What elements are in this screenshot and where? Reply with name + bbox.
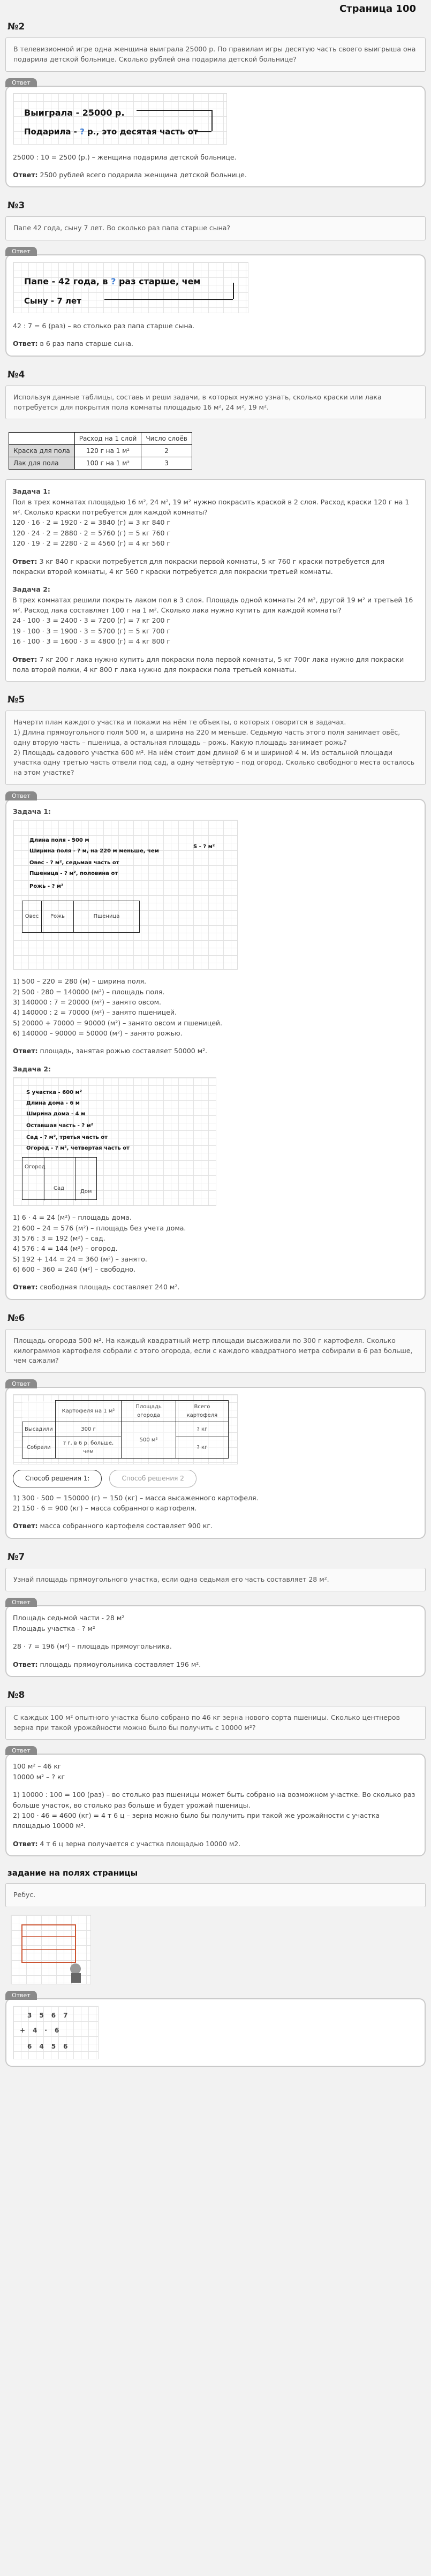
- task-8-calc: 2) 100 · 46 = 4600 (кг) = 4 т 6 ц – зерна можно было бы получить при такой же урожайности с участка площадью 10000 м².: [13, 1811, 380, 1830]
- rebus-digit: 6: [54, 2026, 59, 2034]
- rebus-drawing: [11, 1915, 92, 1985]
- table-header: [9, 433, 75, 445]
- task-8: [5, 1690, 426, 1856]
- task-4-z2-line: 24 · 100 · 3 = 2400 · 3 = 7200 (г) = 7 кг 200 г: [12, 616, 171, 625]
- margin-task-condition: Ребус.: [5, 1883, 426, 1907]
- answer-label: Ответ:: [13, 170, 38, 179]
- task-7-line: Площадь участка - ? м²: [13, 1624, 95, 1633]
- task-7-answer: [13, 1659, 418, 1670]
- task-7-answer-panel: [5, 1599, 426, 1677]
- task-4-z2-condition: В трех комнатах решили покрыть лаком пол в 3 слоя. Площадь одной комнаты 24 м², другой 19 м² и третьей 16 м². Расход лака составляет 100 г на 1 м². Сколько лака нужно купить для каждой комнаты?: [12, 595, 413, 614]
- rebus-digit: +: [20, 2026, 26, 2034]
- task-2-answer-panel: [5, 79, 426, 188]
- task-3-hand-l1b: раз старше, чем: [116, 276, 201, 286]
- sketch-2-line: Сад - ? м², третья часть от: [26, 1135, 108, 1141]
- task-2-hand-line-2: [24, 126, 216, 138]
- task-3: [5, 200, 426, 357]
- task-5-z1-line: 6) 140000 – 90000 = 50000 (м²) – занято рожью.: [13, 1029, 183, 1037]
- plan-cell-oats: Овес: [22, 901, 42, 932]
- task-5-z2-line: 4) 576 : 4 = 144 (м²) – огород.: [13, 1244, 118, 1253]
- task-4-condition: Используя данные таблицы, составь и реши задачи, в которых нужно узнать, сколько краски или лака потребуется для покрытия пола комнаты площадью 16 м², 24 м², 19 м².: [5, 386, 426, 420]
- table-cell: Краска для пола: [9, 445, 75, 457]
- answer-tab[interactable]: Ответ: [5, 78, 37, 87]
- task-7-line: Площадь седьмой части - 28 м²: [13, 1614, 125, 1622]
- task-2-hand-l2b: р., это десятая часть от: [84, 127, 198, 137]
- task-3-answer-body: [5, 254, 426, 357]
- sketch-1-line: Овес - ? м², седьмая часть от: [29, 860, 119, 866]
- answer-text: площадь прямоугольника составляет 196 м².: [37, 1660, 201, 1668]
- task-6-table: [22, 1400, 229, 1459]
- rebus-image: [11, 1915, 91, 1984]
- sketch-2-line: Длина дома - 6 м: [26, 1100, 80, 1107]
- task-4-z1-condition: Пол в трех комнатах площадью 16 м², 24 м², 19 м² нужно покрасить краской в 2 слоя. Расход краски 120 г на 1 м². Сколько краски потребуется для каждой комнаты?: [12, 497, 410, 516]
- answer-text: 4 т 6 ц зерна получается с участка площадью 10000 м2.: [37, 1839, 241, 1848]
- sketch-1-side-label: S - ? м²: [193, 844, 215, 850]
- garden-plan: [22, 1157, 97, 1200]
- table-cell: 3: [141, 457, 192, 470]
- task-2-calc: 25000 : 10 = 2500 (р.) – женщина подарила детской больнице.: [13, 153, 237, 161]
- task-4-z1-line: 120 · 16 · 2 = 1920 · 2 = 3840 (г) = 3 кг 840 г: [12, 518, 171, 527]
- rebus-digit: 5: [39, 2011, 44, 2019]
- answer-label: Ответ:: [13, 1660, 38, 1668]
- task-3-answer: [13, 338, 418, 349]
- task-2-answer: [13, 170, 418, 180]
- method-1-button[interactable]: Способ решения 1:: [13, 1470, 102, 1487]
- task-5-answer-body: [5, 799, 426, 1300]
- arrow-line: [137, 110, 211, 111]
- task-3-calc: 42 : 7 = 6 (раз) – во столько раз папа старше сына.: [13, 322, 195, 330]
- rebus-digit: 7: [63, 2011, 68, 2019]
- table-header-row: [22, 1401, 229, 1422]
- task-5-z1-line: 2) 500 · 280 = 140000 (м²) – площадь поля.: [13, 987, 165, 996]
- rebus-digit: 5: [51, 2042, 56, 2050]
- question-mark: ?: [111, 276, 116, 286]
- field-plan: [22, 901, 140, 933]
- table-cell: 100 г на 1 м²: [74, 457, 141, 470]
- task-7-condition: Узнай площадь прямоугольного участка, если одна седьмая его часть составляет 28 м².: [5, 1568, 426, 1592]
- task-3-hand-line-2: Сыну - 7 лет: [24, 296, 81, 306]
- task-4-title: №4: [7, 369, 25, 380]
- answer-text: площадь, занятая рожью составляет 50000 м².: [37, 1047, 208, 1055]
- plan-cell-orchard: Сад: [54, 1185, 65, 1192]
- table-cell: ? кг: [176, 1422, 228, 1437]
- task-5-z1-answer: [13, 1046, 418, 1056]
- task-8-answer-body: [5, 1754, 426, 1856]
- answer-text: 2500 рублей всего подарила женщина детской больнице.: [37, 170, 247, 179]
- task-4-z1-line: 120 · 19 · 2 = 2280 · 2 = 4560 (г) = 4 кг 560 г: [12, 539, 171, 548]
- answer-text: свободная площадь составляет 240 м².: [37, 1283, 180, 1291]
- rebus-digit: 6: [27, 2042, 32, 2050]
- table-header: Расход на 1 слой: [74, 433, 141, 445]
- answer-text: масса собранного картофеля составляет 900 кг.: [37, 1522, 213, 1530]
- task-4: [5, 369, 426, 682]
- task-5-condition: Начерти план каждого участка и покажи на нём те объекты, о которых говорится в задачах. 1) Длина прямоугольного поля 500 м, а ширина на 220 м меньше. Седьмую часть этого поля занимает овёс, одну вторую часть – пшеница, а остальная площадь – рожь. Какую площадь занимает рожь? 2) Площадь садового участка 600 м². На нём стоит дом длиной 6 м и шириной 4 м. Из остальной площади участка одну третью часть отвели под сад, а одну четвёртую – под огород. Сколько свободного места осталось на этом участке?: [5, 711, 426, 785]
- solution-method-tabs: [13, 1470, 418, 1487]
- method-2-button[interactable]: Способ решения 2: [109, 1470, 196, 1487]
- task-3-sketch: [13, 262, 248, 313]
- task-5-z2-answer: [13, 1282, 418, 1292]
- rebus-digit: 6: [63, 2042, 68, 2050]
- task-2-condition: В телевизионной игре одна женщина выиграла 25000 р. По правилам игры десятую часть своего выигрыша она подарила детской больнице. Сколько рублей она подарила детской больнице?: [5, 37, 426, 72]
- rebus-digit: 4: [33, 2026, 37, 2034]
- arrow-line-bottom: [195, 131, 211, 132]
- arrow-line-vertical: [233, 283, 234, 299]
- sketch-1-line: Пшеница - ? м², половина от: [29, 871, 118, 877]
- task-2-hand-line-1: Выиграла - 25000 р.: [24, 107, 125, 118]
- task-4-z2-line: 16 · 100 · 3 = 1600 · 3 = 4800 (г) = 4 кг 800 г: [12, 637, 171, 646]
- answer-tab[interactable]: Ответ: [5, 1991, 37, 2000]
- task-5-answer-panel: [5, 792, 426, 1300]
- task-8-condition: С каждых 100 м² опытного участка было собрано по 46 кг зерна нового сорта пшеницы. Сколько центнеров зерна при такой урожайности можно было бы получить с 10000 м²?: [5, 1706, 426, 1740]
- table-cell: ? кг: [176, 1437, 228, 1459]
- task-5-sketch-1: [13, 820, 238, 970]
- task-5-z1-title: Задача 1:: [13, 807, 51, 815]
- plan-divider: [44, 1158, 76, 1200]
- task-4-z2-title: Задача 2:: [12, 585, 50, 594]
- table-cell: Лак для пола: [9, 457, 75, 470]
- task-7-answer-body: [5, 1605, 426, 1677]
- table-row: [9, 457, 192, 470]
- rebus-solution-grid: [13, 2006, 99, 2059]
- table-header-row: [9, 433, 192, 445]
- sketch-2-line: S участка - 600 м²: [26, 1090, 82, 1096]
- plan-cell-vegetable: Огород: [25, 1164, 46, 1170]
- margin-task-answer-body: [5, 1998, 426, 2067]
- task-4-z2-line: 19 · 100 · 3 = 1900 · 3 = 5700 (г) = 5 кг 700 г: [12, 626, 171, 635]
- rebus-digit: ·: [44, 2026, 47, 2034]
- task-8-answer-panel: [5, 1747, 426, 1856]
- answer-label: Ответ:: [13, 1839, 38, 1848]
- page-label: Страница 100: [339, 3, 416, 14]
- answer-label: Ответ:: [13, 1283, 38, 1291]
- task-7-title: №7: [7, 1551, 25, 1562]
- answer-label: Ответ:: [13, 1522, 38, 1530]
- task-5-z2-line: 6) 600 – 360 = 240 (м²) – свободно.: [13, 1265, 136, 1273]
- task-8-line: 10000 м² – ? кг: [13, 1772, 65, 1781]
- task-4-z1-title: Задача 1:: [12, 487, 50, 496]
- task-4-z2-answer: [12, 654, 419, 675]
- task-6-answer-body: [5, 1387, 426, 1539]
- answer-tab[interactable]: Ответ: [5, 247, 37, 256]
- answer-label: Ответ:: [13, 1047, 38, 1055]
- table-cell: 300 г: [55, 1422, 122, 1437]
- task-2-sketch: [13, 93, 227, 145]
- task-4-z1-answer: [12, 556, 419, 577]
- sketch-2-line: Огород - ? м², четвертая часть от: [26, 1145, 130, 1152]
- sketch-1-line: Ширина поля - ? м, на 220 м меньше, чем: [29, 848, 159, 855]
- task-5-title: №5: [7, 694, 25, 706]
- rebus-row-mid: [20, 2026, 59, 2036]
- rebus-row-top: [27, 2011, 67, 2021]
- task-5-z1-line: 1) 500 – 220 = 280 (м) – ширина поля.: [13, 977, 147, 986]
- answer-text: 7 кг 200 г лака нужно купить для покраски пола первой комнаты, 5 кг 700г лака нужно для покраски пола второй полки, 4 кг 800 г лака нужно для покраски пола третьей комнаты.: [12, 655, 404, 674]
- task-6: [5, 1313, 426, 1539]
- rebus-digit: 6: [51, 2011, 56, 2019]
- task-2-answer-body: [5, 86, 426, 188]
- task-8-calc: 1) 10000 : 100 = 100 (раз) – во столько раз пшеницы может быть собрано на возможном участке. Во сколько раз больше участок, во столько раз больше и будет урожай пшеницы.: [13, 1791, 415, 1809]
- table-cell-empty: [22, 1401, 56, 1422]
- answer-label: Ответ:: [12, 557, 37, 565]
- answer-label: Ответ:: [12, 655, 37, 663]
- sketch-2-line: Оставшая часть - ? м²: [26, 1123, 94, 1129]
- margin-task: [5, 1868, 426, 2067]
- plan-cell-rye: Рожь: [42, 901, 74, 932]
- task-5-z2-line: 3) 576 : 3 = 192 (м²) – сад.: [13, 1234, 105, 1242]
- task-2-title: №2: [7, 21, 25, 32]
- task-8-answer: [13, 1839, 418, 1849]
- task-5-z2-line: 1) 6 · 4 = 24 (м²) – площадь дома.: [13, 1213, 132, 1222]
- rebus-row-bottom: [27, 2042, 67, 2052]
- task-6-answer-panel: [5, 1380, 426, 1539]
- table-row: [9, 445, 192, 457]
- task-7: [5, 1552, 426, 1677]
- table-cell: 2: [141, 445, 192, 457]
- task-6-sketch: [13, 1394, 238, 1464]
- table-cell: ? г, в 6 р. больше, чем: [55, 1437, 122, 1459]
- plan-cell-house: Дом: [80, 1189, 92, 1195]
- task-6-title: №6: [7, 1312, 25, 1324]
- table-header: Картофеля на 1 м²: [55, 1401, 122, 1422]
- table-cell: Высадили: [22, 1422, 56, 1437]
- rebus-digit: 3: [27, 2011, 32, 2019]
- answer-tab[interactable]: Ответ: [5, 1379, 37, 1388]
- task-4-solutions: [5, 479, 426, 682]
- consumption-table: [9, 432, 192, 470]
- question-mark: ?: [80, 127, 85, 137]
- plan-cell-wheat: Пшеница: [93, 913, 120, 920]
- table-header: Площадь огорода: [122, 1401, 176, 1422]
- task-6-answer: [13, 1521, 418, 1531]
- answer-tab[interactable]: Ответ: [5, 1598, 37, 1607]
- task-2-hand-l2a: Подарила -: [24, 127, 80, 137]
- margin-task-answer-panel: [5, 1991, 426, 2067]
- task-2: [5, 21, 426, 187]
- answer-tab[interactable]: Ответ: [5, 1746, 37, 1755]
- task-6-condition: Площадь огорода 500 м². На каждый квадратный метр площади высаживали по 300 г картофеля. Сколько килограммов картофеля собрали с этого огорода, если с каждого квадратного метра собирали в 6 раз больше, чем сажали?: [5, 1329, 426, 1373]
- task-5-z1-line: 4) 140000 : 2 = 70000 (м²) – занято пшеницей.: [13, 1008, 177, 1017]
- answer-tab[interactable]: Ответ: [5, 791, 37, 800]
- margin-task-title: задание на полях страницы: [7, 1868, 138, 1878]
- task-3-hand-line-1: [24, 275, 237, 289]
- task-3-hand-l1a: Папе - 42 года, в: [24, 276, 111, 286]
- task-5-z2-line: 5) 192 + 144 = 24 = 360 (м²) – занято.: [13, 1255, 147, 1263]
- task-5-sketch-2: [13, 1077, 216, 1206]
- task-8-line: 100 м² – 46 кг: [13, 1762, 62, 1771]
- table-row: [22, 1422, 229, 1437]
- task-3-condition: Папе 42 года, сыну 7 лет. Во сколько раз папа старше сына?: [5, 216, 426, 240]
- arrow-line-bottom: [104, 299, 233, 300]
- answer-text: в 6 раз папа старше сына.: [37, 339, 134, 348]
- table-header: Всего картофеля: [176, 1401, 228, 1422]
- sketch-2-line: Ширина дома - 4 м: [26, 1111, 86, 1117]
- answer-text: 3 кг 840 г краски потребуется для покраски первой комнаты, 5 кг 760 г краски потребуется для покраски второй комнаты, 4 кг 560 г краски потребуется для покраски третьей комнаты.: [12, 557, 385, 576]
- task-5: [5, 694, 426, 1300]
- rebus-digit: 4: [39, 2042, 44, 2050]
- table-cell: 500 м²: [122, 1422, 176, 1459]
- task-3-answer-panel: [5, 248, 426, 357]
- task-4-z1-line: 120 · 24 · 2 = 2880 · 2 = 5760 (г) = 5 кг 760 г: [12, 528, 171, 537]
- task-8-title: №8: [7, 1689, 25, 1701]
- task-5-z1-line: 3) 140000 : 7 = 20000 (м²) – занято овсом.: [13, 998, 162, 1006]
- task-6-line: 1) 300 · 500 = 150000 (г) = 150 (кг) – масса высаженного картофеля.: [13, 1493, 259, 1502]
- task-5-z2-title: Задача 2:: [13, 1064, 51, 1073]
- table-cell: 120 г на 1 м²: [74, 445, 141, 457]
- sketch-1-line: Длина поля - 500 м: [29, 837, 89, 844]
- arrow-line-vertical: [211, 110, 213, 131]
- answer-label: Ответ:: [13, 339, 38, 348]
- sketch-1-line: Рожь - ? м²: [29, 883, 64, 890]
- task-7-calc: 28 · 7 = 196 (м²) – площадь прямоугольника.: [13, 1642, 172, 1651]
- table-header: Число слоёв: [141, 433, 192, 445]
- table-cell: Собрали: [22, 1437, 56, 1459]
- top-bar: [5, 0, 426, 17]
- task-5-z1-line: 5) 20000 + 70000 = 90000 (м²) – занято овсом и пшеницей.: [13, 1018, 223, 1027]
- task-6-line: 2) 150 · 6 = 900 (кг) – масса собранного картофеля.: [13, 1504, 197, 1512]
- task-3-title: №3: [7, 200, 25, 211]
- task-5-z2-line: 2) 600 – 24 = 576 (м²) – площадь без учета дома.: [13, 1223, 186, 1232]
